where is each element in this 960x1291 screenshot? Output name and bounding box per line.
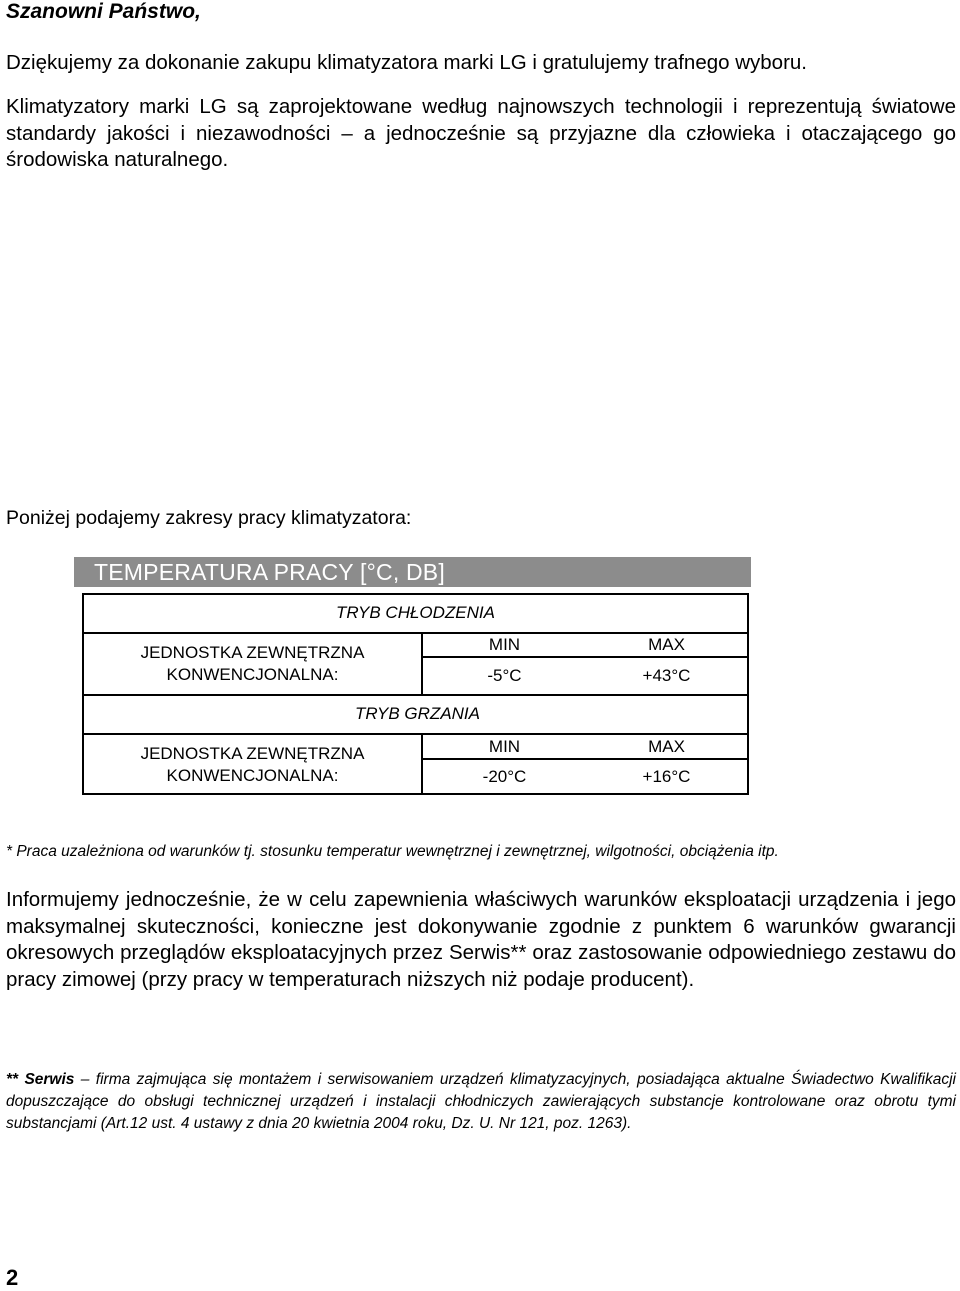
heating-min-value: -20°C <box>482 767 527 786</box>
greeting-heading: Szanowni Państwo, <box>6 0 201 23</box>
cooling-unit-label <box>84 642 421 686</box>
operating-range-table <box>82 593 749 795</box>
service-info-paragraph: Informujemy jednocześnie, że w celu zapewnienia właściwych warunków eksploatacji urządzenia i jego maksymalnej skuteczności, konieczne jest dokonywanie zgodnie z punktem 6 warunków gwarancji okresowych przeglądów eksploatacyjnych przez Serwis** oraz zastosowanie odpowiedniego zestawu do pracy zimowej (przy pracy w temperaturach niższych niż podaje producent). <box>6 888 956 991</box>
heating-mode-label: TRYB GRZANIA <box>355 704 480 723</box>
thank-you-paragraph: Dziękujemy za dokonanie zakupu klimatyzatora marki LG i gratulujemy trafnego wyboru. <box>6 51 808 74</box>
cooling-min-label: MIN <box>488 635 521 654</box>
page-number: 2 <box>6 1265 19 1290</box>
table-divider <box>421 758 747 760</box>
service-footnote-lead: ** Serwis <box>6 1071 75 1088</box>
table-divider <box>84 632 747 634</box>
lg-description-paragraph: Klimatyzatory marki LG są zaprojektowane według najnowszych technologii i reprezentują światowe standardy jakości i niezawodności – a jednocześnie są przyjazne dla człowieka i otaczającego go środowiska naturalnego. <box>6 95 956 171</box>
cooling-max-label: MAX <box>648 635 685 654</box>
heating-unit-line1: JEDNOSTKA ZEWNĘTRZNA <box>140 744 365 763</box>
table-divider <box>84 733 747 735</box>
operating-conditions-footnote: * Praca uzależniona od warunków tj. stosunku temperatur wewnętrznej i zewnętrznej, wilgotności, obciążenia itp. <box>6 843 779 860</box>
service-definition-footnote <box>6 1069 956 1135</box>
heating-max-value: +16°C <box>642 767 691 786</box>
cooling-unit-line2: KONWENCJONALNA: <box>166 665 339 684</box>
cooling-min-value: -5°C <box>487 666 522 685</box>
ranges-intro: Poniżej podajemy zakresy pracy klimatyzatora: <box>6 507 412 529</box>
heating-min-label: MIN <box>488 737 521 756</box>
cooling-max-value: +43°C <box>642 666 691 685</box>
cooling-unit-line1: JEDNOSTKA ZEWNĘTRZNA <box>140 643 365 662</box>
table-divider <box>421 656 747 658</box>
heating-max-label: MAX <box>648 737 685 756</box>
service-footnote-text: – firma zajmująca się montażem i serwisowaniem urządzeń klimatyzacyjnych, posiadająca aktualne Świadectwo Kwalifikacji dopuszczające do obsługi technicznej urządzeń i instalacji chłodniczych zawierających substancje kontrolowane oraz obrotu tymi substancjami (Art.12 ust. 4 ustawy z dnia 20 kwietnia 2004 roku, Dz. U. Nr 121, poz. 1263). <box>6 1071 956 1132</box>
temperature-banner: TEMPERATURA PRACY [°C, DB] <box>74 557 751 587</box>
heating-unit-line2: KONWENCJONALNA: <box>166 766 339 785</box>
heating-unit-label <box>84 743 421 787</box>
table-divider <box>84 694 747 696</box>
cooling-mode-label: TRYB CHŁODZENIA <box>335 603 495 622</box>
